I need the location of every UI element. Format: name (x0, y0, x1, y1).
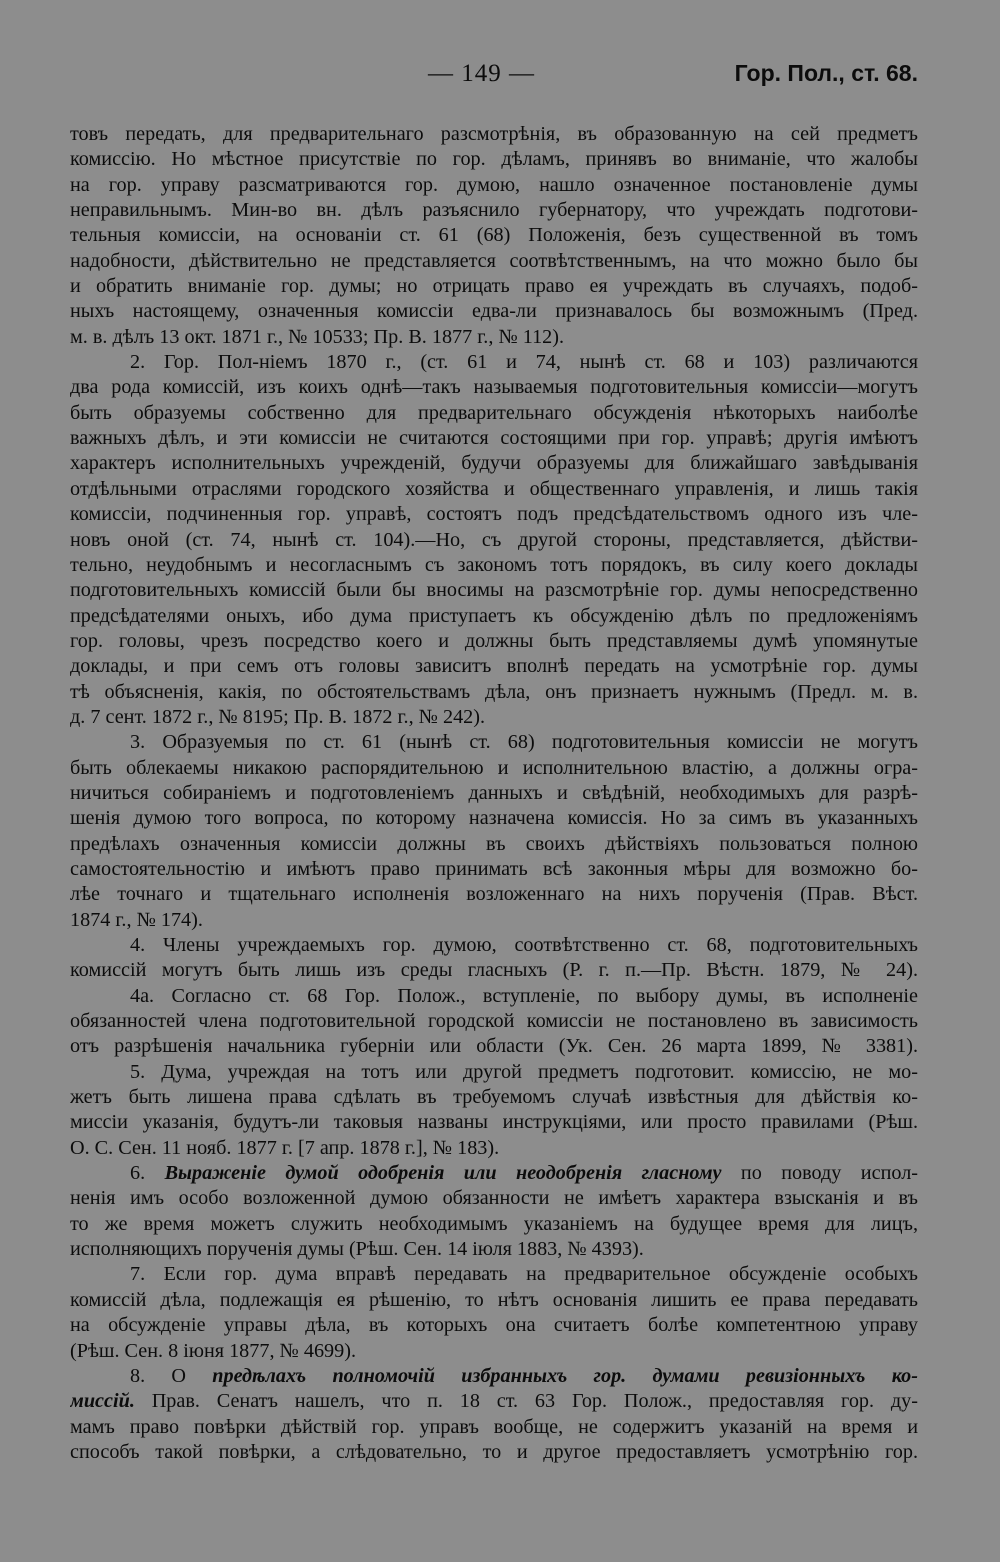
line-text: тельно, неудобнымъ и несогласнымъ съ закономъ тотъ порядокъ, въ силу коего доклады (70, 553, 918, 576)
text-line (70, 958, 918, 983)
text-line (70, 553, 918, 578)
line-text: тельныя комиссіи, на основаніи ст. 61 (68) Положенія, безъ существенной въ томъ (70, 224, 918, 247)
text-line (70, 223, 918, 248)
italic-heading: Выраженіе думой одобренія или неодобренія гласному (164, 1162, 722, 1185)
text-line (70, 984, 918, 1009)
line-text: комиссій могутъ быть лишь изъ среды гласныхъ (Р. г. п.—Пр. Вѣстн. 1879, № 24). (70, 959, 918, 982)
text-line (70, 1415, 918, 1440)
line-text: на гор. управу разсматриваются гор. думою, нашло означенное постановленіе думы (70, 173, 918, 196)
line-text: жетъ быть лишена права сдѣлать въ требуемомъ случаѣ извѣстныя для дѣйствія ко- (70, 1086, 918, 1109)
text-line (70, 426, 918, 451)
line-text: ныхъ настоящему, означенныя комиссіи едва-ли признавалось бы возможнымъ (Пред. (70, 300, 918, 323)
text-line (70, 1440, 918, 1465)
text-line (70, 477, 918, 502)
text-line (70, 1237, 918, 1262)
text-line (70, 1364, 918, 1389)
line-text: товъ передать, для предварительнаго разсмотрѣнія, въ образованную на сей предметъ (70, 123, 918, 145)
line-text: способъ такой повѣрки, а слѣдовательно, то и другое предоставляетъ усмотрѣнію гор. (70, 1440, 918, 1463)
line-text: предсѣдателями оныхъ, ибо дума приступаетъ къ обсужденію дѣлъ по предложеніямъ (70, 604, 918, 627)
text-line (70, 528, 918, 553)
line-text: ничиться собираніемъ и подготовленіемъ данныхъ и свѣдѣній, необходимыхъ для разрѣ- (70, 781, 918, 804)
line-text: 4а. Согласно ст. 68 Гор. Полож., вступленіе, по выбору думы, въ исполненіе (130, 984, 918, 1007)
text-line (70, 1009, 918, 1034)
line-text: надобности, дѣйствительно не представляется соотвѣтственнымъ, на что можно было бы (70, 249, 918, 272)
text-line (70, 198, 918, 223)
line-text: то же время можетъ служить необходимымъ указаніемъ на будущее время для лицъ, (70, 1212, 918, 1235)
line-text: характеръ исполнительныхъ учрежденій, будучи образуемы для ближайшаго завѣдыванія (70, 452, 918, 475)
page-number: — 149 — (428, 60, 535, 87)
line-text: 1874 г., № 174). (70, 908, 203, 931)
italic-heading: предѣлахъ полномочій избранныхъ гор. думами ревизіонныхъ ко- (212, 1364, 918, 1387)
running-head: Гор. Пол., ст. 68. (734, 60, 918, 86)
line-text: 2. Гор. Пол-ніемъ 1870 г., (ст. 61 и 74, нынѣ ст. 68 и 103) различаются (130, 351, 918, 374)
line-text: самостоятельностію и имѣютъ право принимать всѣ законныя мѣры для возможно бо- (70, 857, 918, 880)
line-text: новъ оной (ст. 74, нынѣ ст. 104).—Но, съ другой стороны, представляется, дѣйстви- (70, 528, 918, 551)
line-text: важныхъ дѣлъ, и эти комиссіи не считаются состоящими при гор. управѣ; другія имѣютъ (70, 427, 918, 450)
text-line (70, 122, 918, 147)
text-line (70, 1060, 918, 1085)
text-line (70, 274, 918, 299)
line-text: на обсужденіе управы дѣла, въ которыхъ она считаетъ болѣе компетентною управу (70, 1314, 918, 1337)
line-text: доклады, и при семъ отъ головы зависитъ вполнѣ передать на усмотрѣніе гор. думы (70, 655, 918, 678)
line-prefix: 6. (130, 1162, 165, 1185)
text-line (70, 705, 918, 730)
line-text: обязанностей члена подготовительной городской комиссіи не постановлено въ зависимость (70, 1010, 918, 1033)
text-line (70, 604, 918, 629)
text-line (70, 1085, 918, 1110)
text-line (70, 1313, 918, 1338)
text-line (70, 1262, 918, 1287)
line-text: м. в. дѣлъ 13 окт. 1871 г., № 10533; Пр. В. 1877 г., № 112). (70, 325, 565, 348)
text-line (70, 781, 918, 806)
line-text: 7. Если гор. дума вправѣ передавать на предварительное обсужденіе особыхъ (130, 1263, 918, 1286)
text-line (70, 173, 918, 198)
line-text: Прав. Сенатъ нашелъ, что п. 18 ст. 63 Гор. Полож., предоставляя гор. ду- (134, 1390, 918, 1413)
line-prefix: 8. О (130, 1364, 213, 1387)
line-text: отъ разрѣшенія начальника губерніи или области (Ук. Сен. 26 марта 1899, № 3381). (70, 1035, 918, 1058)
text-line (70, 1212, 918, 1237)
text-line (70, 680, 918, 705)
text-line (70, 578, 918, 603)
text-line (70, 147, 918, 172)
line-text: (Рѣш. Сен. 8 іюня 1877, № 4699). (70, 1339, 357, 1362)
text-line (70, 730, 918, 755)
text-line (70, 1389, 918, 1414)
line-text: предѣлахъ означенныя комиссіи должны въ своихъ дѣйствіяхъ пользоваться полною (70, 832, 918, 855)
line-text: неправильнымъ. Мин-во вн. дѣлъ разъяснило губернатору, что учреждать подготови- (70, 199, 918, 222)
line-text: гор. головы, чрезъ посредство коего и должны быть представляемы думѣ упомянутые (70, 629, 918, 652)
line-text: комиссій дѣла, подлежащія ея рѣшенію, то нѣтъ основанія лишить ее права передавать (70, 1288, 918, 1311)
text-line (70, 375, 918, 400)
line-text: отдѣльными отраслями городского хозяйства и общественнаго управленія, и лишь такія (70, 477, 918, 500)
text-line (70, 882, 918, 907)
text-line (70, 1034, 918, 1059)
text-line (70, 629, 918, 654)
line-text: 3. Образуемыя по ст. 61 (нынѣ ст. 68) подготовительныя комиссіи не могутъ (130, 731, 918, 754)
line-text: О. С. Сен. 11 нояб. 1877 г. [7 апр. 1878 г.], № 183). (70, 1136, 500, 1159)
line-text: и обратить вниманіе гор. думы; но отрицать право ея учреждать въ случаяхъ, подоб- (70, 275, 918, 298)
text-line (70, 806, 918, 831)
text-line (70, 832, 918, 857)
line-text: подготовительныхъ комиссій были бы вносимы на разсмотрѣніе гор. думы непосредственно (70, 579, 918, 602)
text-line (70, 1186, 918, 1211)
text-line (70, 1110, 918, 1135)
text-line (70, 451, 918, 476)
text-line (70, 1339, 918, 1364)
text-line (70, 1136, 918, 1161)
text-line (70, 401, 918, 426)
line-text: д. 7 сент. 1872 г., № 8195; Пр. В. 1872 г., № 242). (70, 705, 486, 728)
line-text: исполняющихъ порученія думы (Рѣш. Сен. 14 іюля 1883, № 4393). (70, 1238, 644, 1261)
text-line (70, 299, 918, 324)
page-header (0, 60, 1000, 96)
line-text: комиссіи, подчиненныя гор. управѣ, состоятъ подъ предсѣдательствомъ одного изъ чле- (70, 503, 918, 526)
line-text: быть образуемы собственно для предварительнаго обсужденія нѣкоторыхъ наиболѣе (70, 401, 918, 424)
line-text: 5. Дума, учреждая на тотъ или другой предметъ подготовит. комиссію, не мо- (130, 1060, 918, 1083)
text-line (70, 1161, 918, 1186)
text-line (70, 502, 918, 527)
italic-heading: миссій. (70, 1390, 135, 1413)
text-line (70, 908, 918, 933)
text-line (70, 325, 918, 350)
line-text: два рода комиссій, изъ коихъ однѣ—такъ называемыя подготовительныя комиссіи—могутъ (70, 376, 918, 399)
line-text: миссіи указанія, будутъ-ли таковыя названы инструкціями, или просто правилами (Рѣш. (70, 1111, 918, 1134)
line-text: мамъ право повѣрки дѣйствій гор. управъ вообще, не содержитъ указаній на время и (70, 1415, 918, 1438)
line-text: шенія думою того вопроса, по которому назначена комиссія. Но за симъ въ указанныхъ (70, 807, 918, 830)
text-line (70, 350, 918, 375)
line-text: быть облекаемы никакою распорядительною и исполнительною властію, а должны огра- (70, 756, 918, 779)
line-text: тѣ объясненія, какія, по обстоятельствамъ дѣла, онъ признаетъ нужнымъ (Предл. м. в. (70, 680, 918, 703)
text-line (70, 933, 918, 958)
body-text (70, 122, 918, 1465)
text-line (70, 654, 918, 679)
line-text: 4. Члены учреждаемыхъ гор. думою, соотвѣтственно ст. 68, подготовительныхъ (130, 934, 918, 956)
text-line (70, 756, 918, 781)
line-text: лѣе точнаго и тщательнаго исполненія возложеннаго на нихъ порученія (Прав. Вѣст. (70, 883, 918, 906)
text-line (70, 249, 918, 274)
line-text: комиссію. Но мѣстное присутствіе по гор. дѣламъ, принявъ во вниманіе, что жалобы (70, 148, 918, 171)
text-line (70, 857, 918, 882)
text-line (70, 1288, 918, 1313)
line-text: ненія имъ особо возложенной думою обязанности не имѣетъ характера взысканія и въ (70, 1187, 918, 1210)
line-text: по поводу испол- (721, 1162, 918, 1185)
